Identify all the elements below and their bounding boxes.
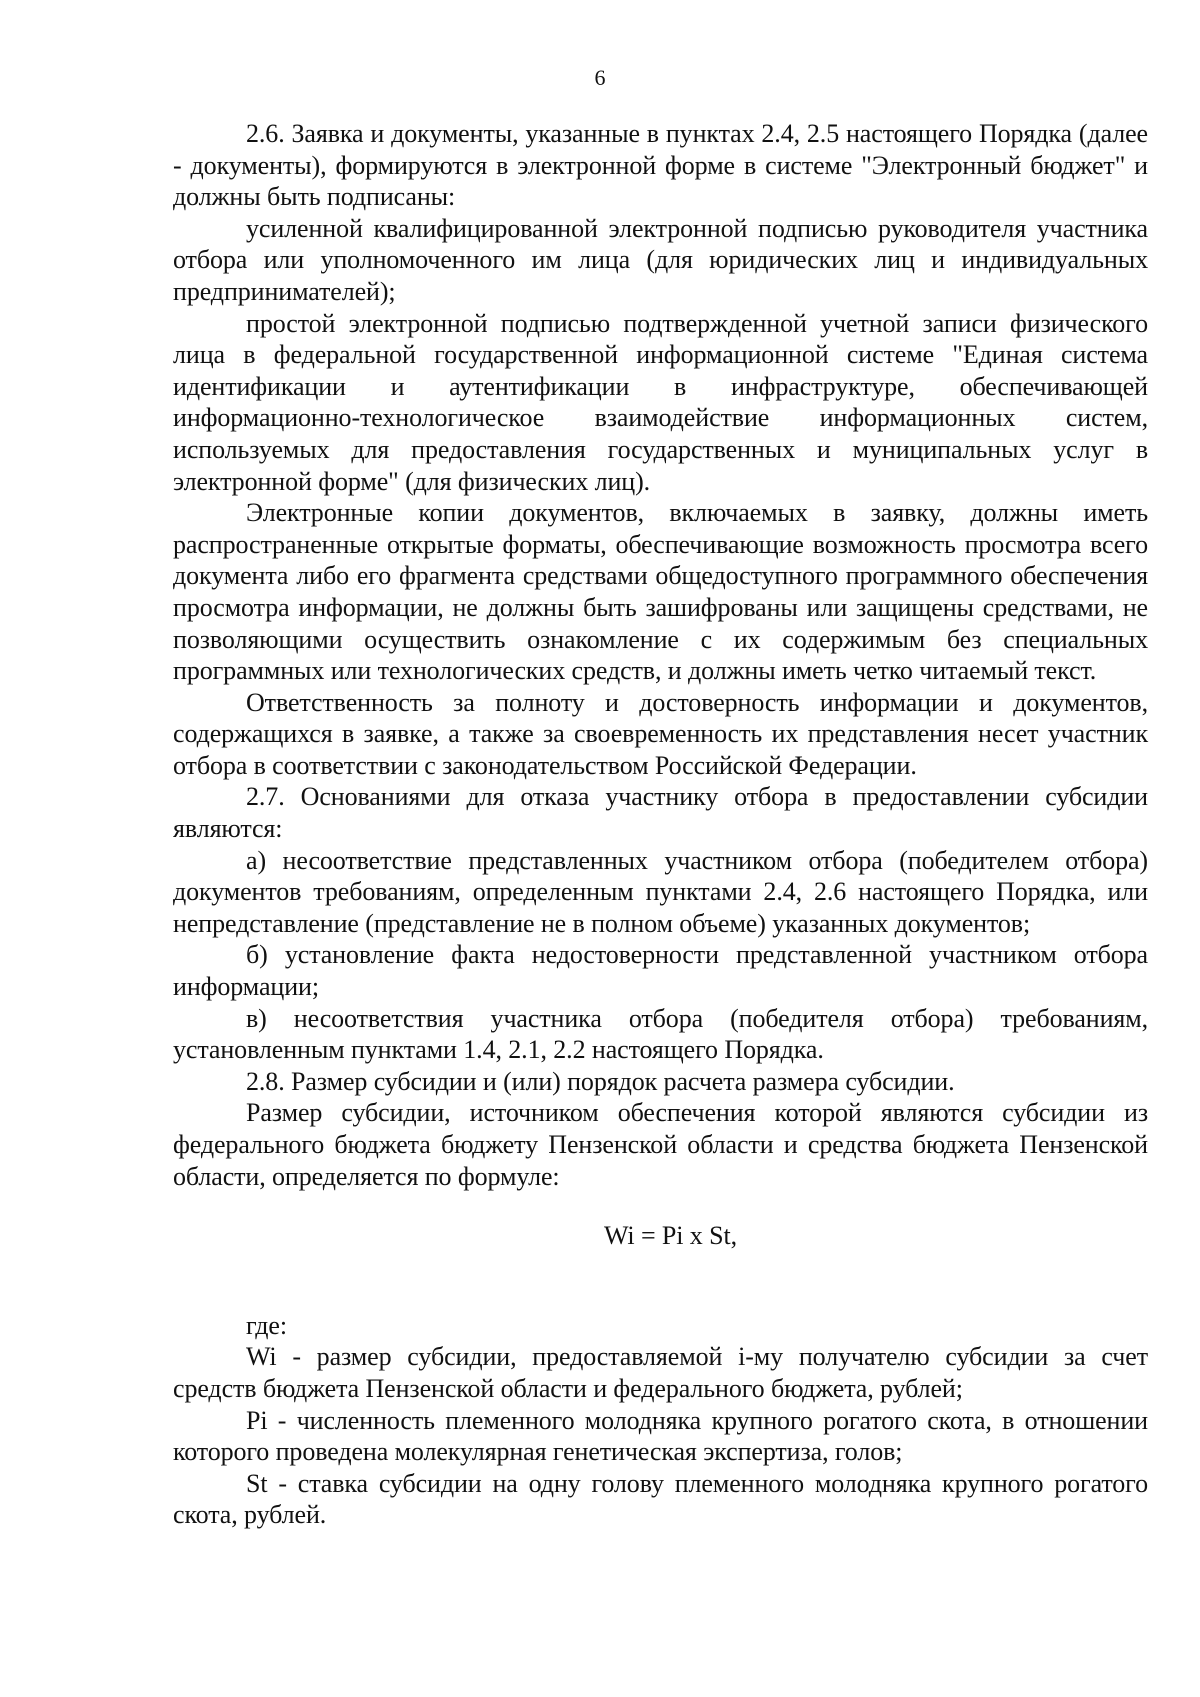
paragraph-qualified-signature: усиленной квалифицированной электронной подписью руководителя участника отбора или уполномоченного им лица (для юридических лиц и индивидуальных предпринимателей); [173,213,1148,306]
paragraph-simple-signature: простой электронной подписью подтвержденной учетной записи физического лица в федеральной государственной информационной системе "Единая система идентификации и аутентификации в инфраструктуре, обеспечивающей информационно-технологическое взаимодействие информационных систем, используемых для предоставления государственных и муниципальных услуг в электронной форме" (для физических лиц). [173,308,1148,496]
page-number: 6 [594,65,606,90]
definition-st: St - ставка субсидии на одну голову племенного молодняка крупного рогатого скота, рублей. [173,1468,1148,1530]
paragraph-2-7-v: в) несоответствия участника отбора (победителя отбора) требованиям, установленным пунктами 1.4, 2.1, 2.2 настоящего Порядка. [173,1003,1148,1065]
definition-wi: Wi - размер субсидии, предоставляемой i-му получателю субсидии за счет средств бюджета Пензенской области и федерального бюджета, рублей; [173,1342,1148,1403]
paragraph-electronic-copies: Электронные копии документов, включаемых в заявку, должны иметь распространенные открытые форматы, обеспечивающие возможность просмотра всего документа либо его фрагмента средствами общедоступного программного обеспечения просмотра информации, не должны быть зашифрованы или защищены средствами, не позволяющими осуществить ознакомление с их содержимым без специальных программных или технологических средств, и должны иметь четко читаемый текст. [173,498,1148,686]
paragraph-2-6: 2.6. Заявка и документы, указанные в пунктах 2.4, 2.5 настоящего Порядка (далее - документы), формируются в электронной форме в системе "Электронный бюджет" и должны быть подписаны: [173,119,1148,212]
paragraph-2-7-a: а) несоответствие представленных участником отбора (победителем отбора) документов требованиям, определенным пунктами 2.4, 2.6 настоящего Порядка, или непредставление (представление не в полном объеме) указанных документов; [173,845,1148,938]
paragraph-2-7-b: б) установление факта недостоверности представленной участником отбора информации; [173,940,1148,1002]
paragraph-2-8: 2.8. Размер субсидии и (или) порядок расчета размера субсидии. [246,1066,955,1096]
paragraph-responsibility: Ответственность за полноту и достоверность информации и документов, содержащихся в заявке, а также за своевременность их представления несет участник отбора в соответствии с законодательством Российской Федерации. [173,687,1148,780]
subsidy-formula: Wi = Pi x St, [604,1221,737,1251]
definition-where: где: [246,1310,287,1340]
document-body [173,118,1148,1531]
paragraph-subsidy-size: Размер субсидии, источником обеспечения которой являются субсидии из федерального бюджета бюджету Пензенской области и средства бюджета Пензенской области, определяется по формуле: [173,1098,1148,1191]
definition-pi: Pi - численность племенного молодняка крупного рогатого скота, в отношении которого проведена молекулярная генетическая экспертиза, голов; [173,1405,1148,1467]
paragraph-2-7: 2.7. Основаниями для отказа участнику отбора в предоставлении субсидии являются: [173,782,1148,844]
